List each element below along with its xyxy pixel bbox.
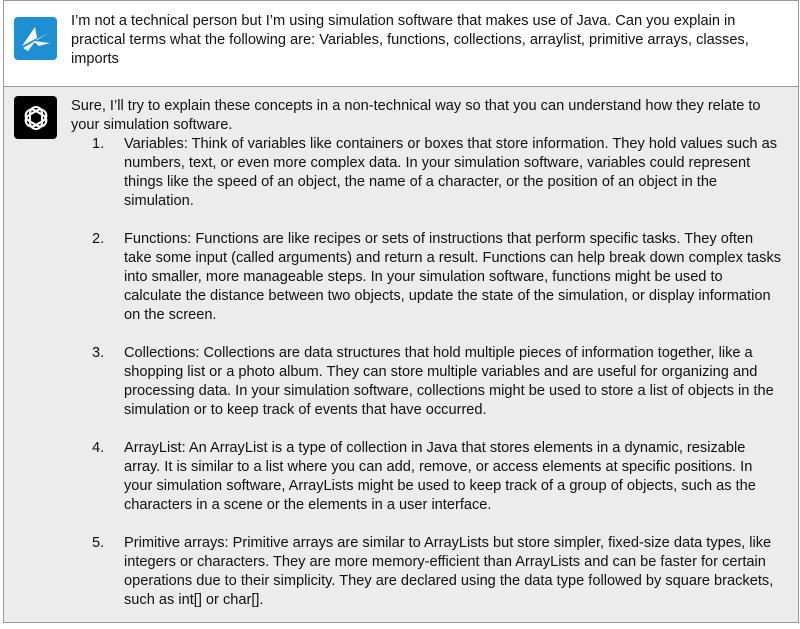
assistant-intro: Sure, I’ll try to explain these concepts in a non-technical way so that you can understand how they relate to your simulation software. xyxy=(71,98,761,133)
list-item-number: 3. xyxy=(92,345,105,361)
list-item-number: 2. xyxy=(92,231,105,247)
user-message-text: I’m not a technical person but I’m using simulation software that makes use of Java. Can you explain in practical terms what the following are: Variables, functions, collections, arraylist, primitive arrays, classes, imports xyxy=(71,13,749,67)
assistant-message-text xyxy=(71,97,784,629)
list-item xyxy=(71,534,784,610)
paper-plane-logo-icon xyxy=(19,24,53,54)
chatgpt-logo-icon xyxy=(21,103,51,133)
list-item-text: Collections: Collections are data structures that hold multiple pieces of information together, like a shopping list or a photo album. They can store multiple variables and are useful for organizing and processing data. In your simulation software, collections might be used to store a list of objects in the simulation or to keep track of events that have occurred. xyxy=(124,345,774,418)
list-item-text: Primitive arrays: Primitive arrays are similar to ArrayLists but store simpler, fixed-size data types, like integers or characters. They are more memory-efficient than ArrayLists and can be faster for certain operations due to their simplicity. They are declared using the data type followed by square brackets, such as int[] or char[]. xyxy=(124,535,774,608)
list-item xyxy=(71,230,784,325)
user-message xyxy=(4,1,798,87)
assistant-message xyxy=(4,87,798,622)
assistant-avatar xyxy=(14,96,57,139)
list-item xyxy=(71,439,784,515)
list-item-text: ArrayList: An ArrayList is a type of collection in Java that stores elements in a dynamic, resizable array. It is similar to a list where you can add, remove, or access elements at specific positions. In your simulation software, ArrayLists might be used to keep track of a group of objects, such as the characters in a scene or the elements in a user interface. xyxy=(124,440,756,513)
list-item-text: Functions: Functions are like recipes or sets of instructions that perform specific tasks. They often take some input (called arguments) and return a result. Functions can help break down complex tasks into smaller, more manageable steps. In your simulation software, functions might be used to calculate the distance between two objects, update the state of the simulation, or display information on the screen. xyxy=(124,231,782,323)
list-item-text: Variables: Think of variables like containers or boxes that store information. They hold values such as numbers, text, or even more complex data. In your simulation software, variables could represent things like the speed of an object, the name of a character, or the position of an object in the simulation. xyxy=(124,136,778,209)
list-item-number: 4. xyxy=(92,440,105,456)
list-item xyxy=(71,135,784,211)
chat-transcript xyxy=(3,0,799,623)
list-item-number: 5. xyxy=(92,535,105,551)
list-item-number: 1. xyxy=(92,136,105,152)
list-item xyxy=(71,344,784,420)
explanation-list xyxy=(71,135,784,610)
user-avatar xyxy=(14,17,57,60)
